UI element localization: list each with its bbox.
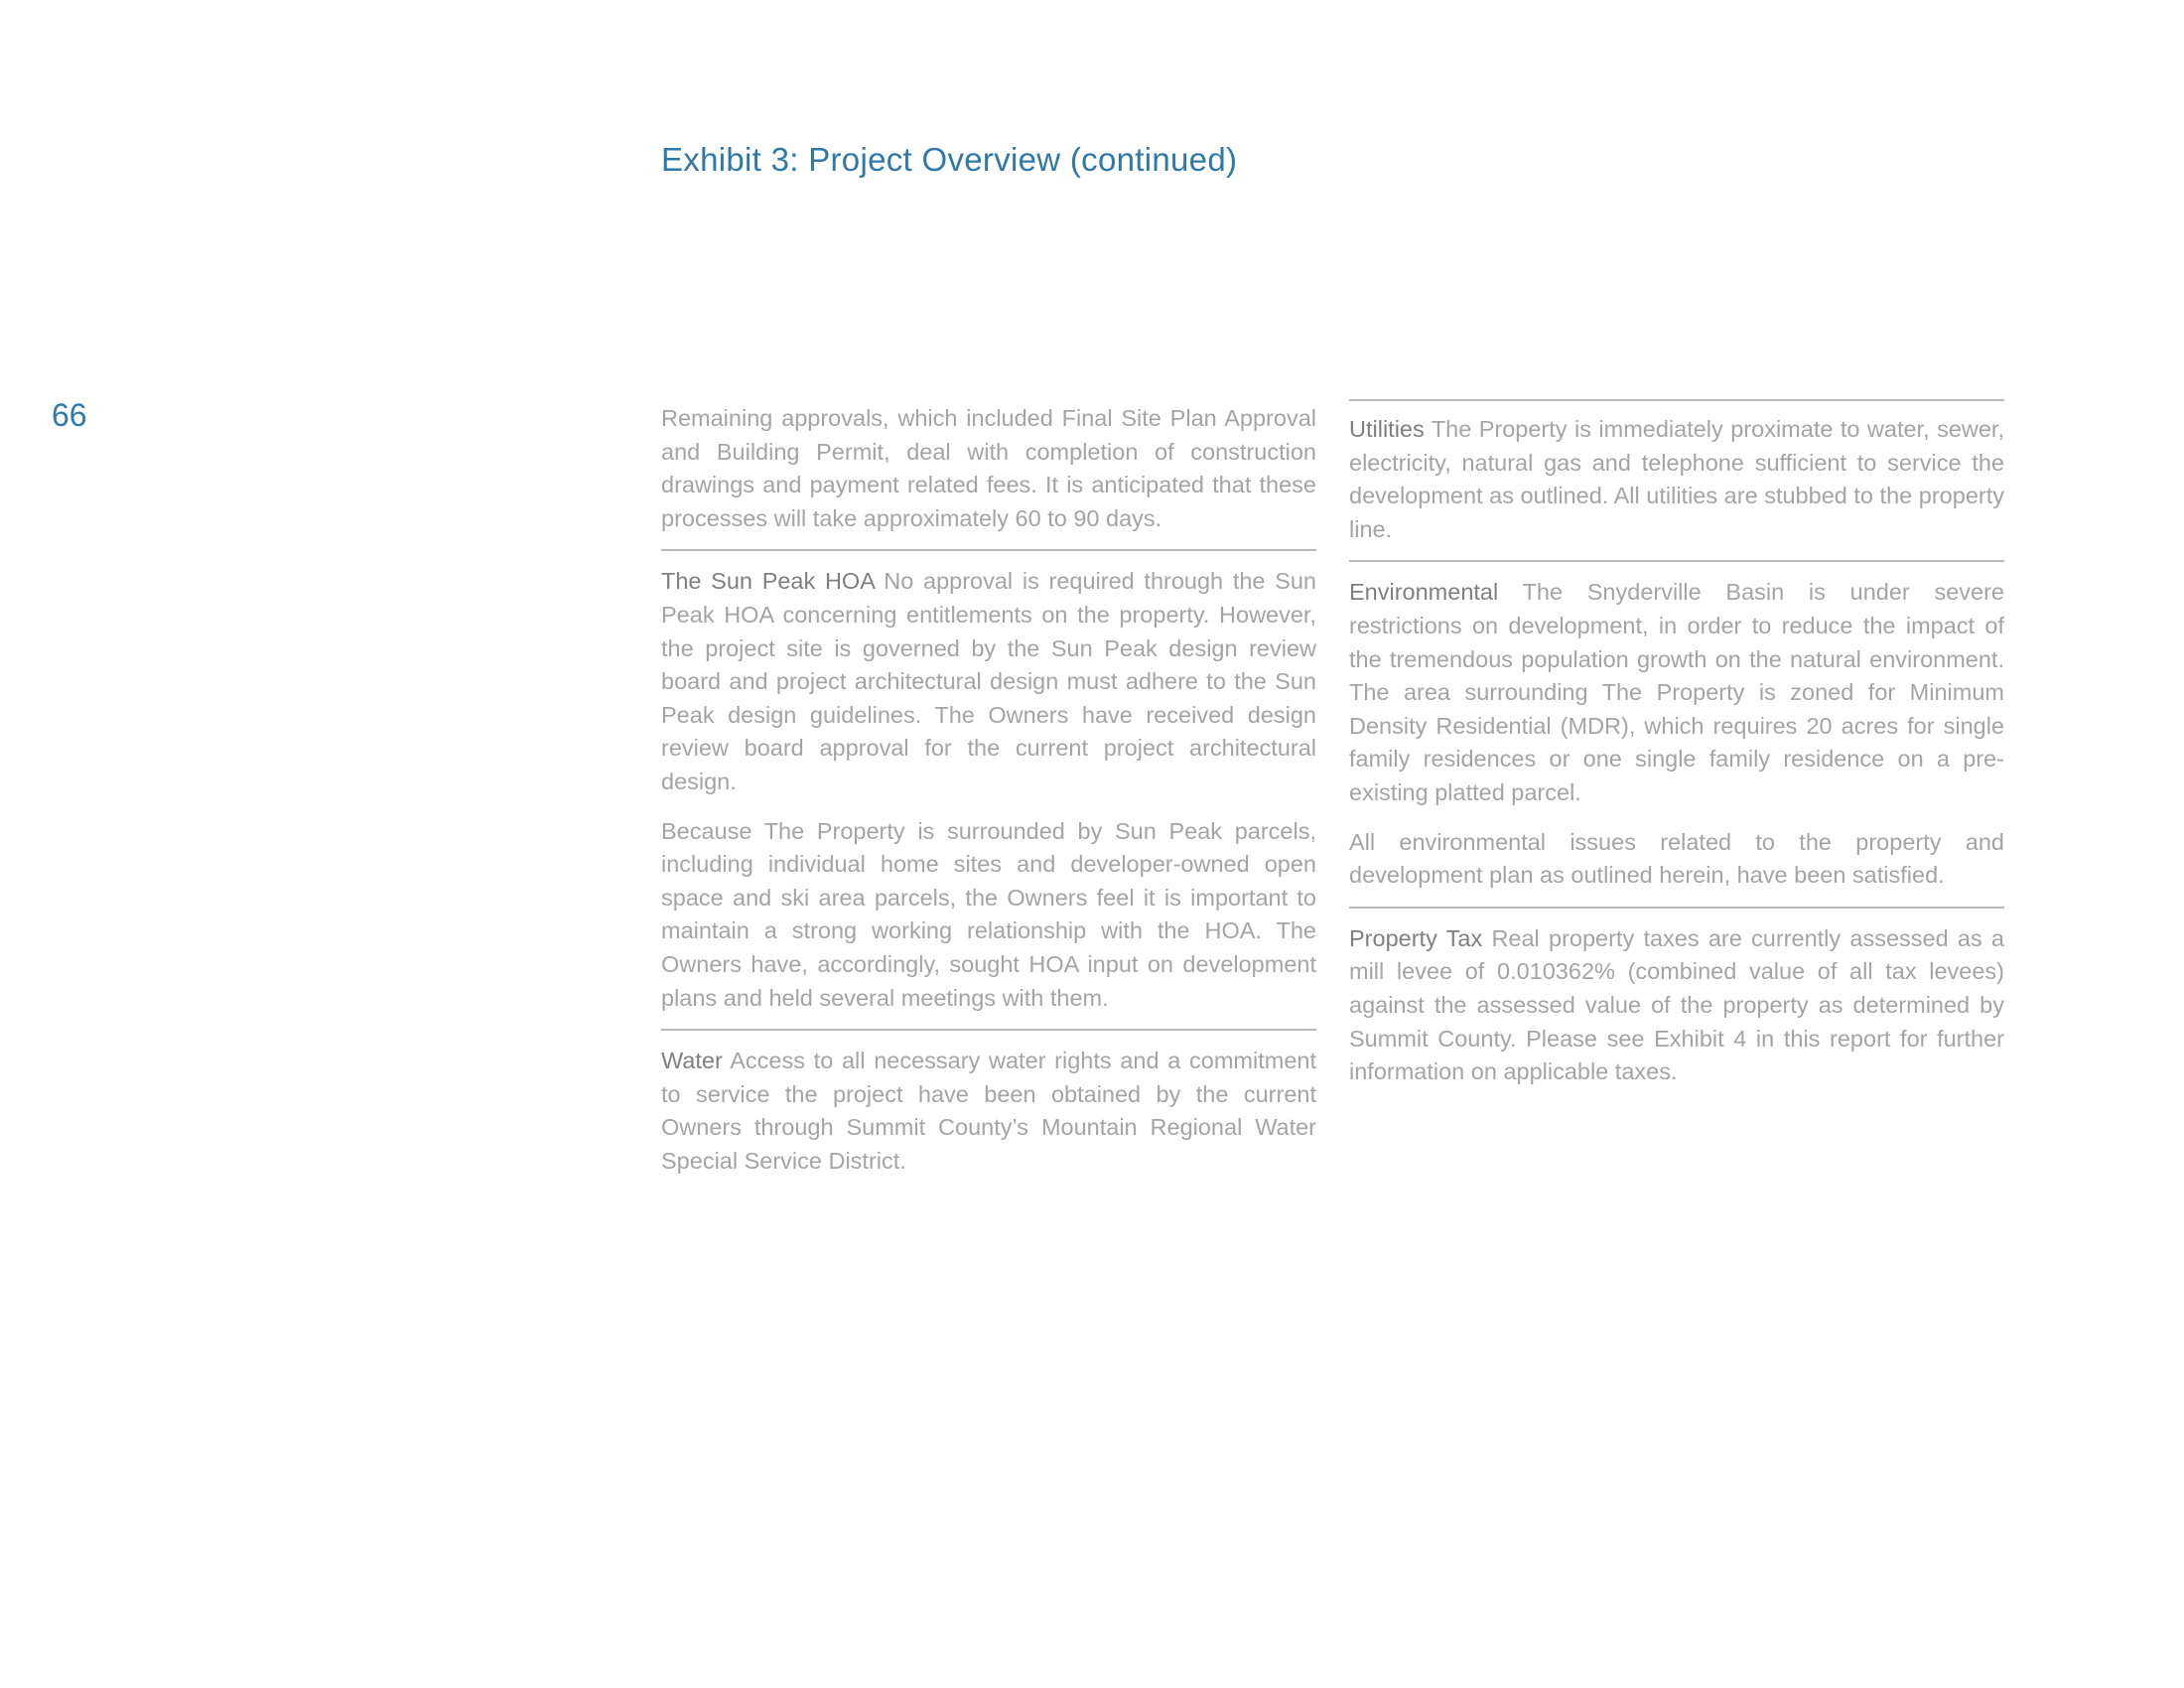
water-section — [661, 1029, 1316, 1178]
environmental-paragraph-2: All environmental issues related to the property and development plan as outlined herein, have been satisfied. — [1349, 828, 2004, 889]
environmental-body-1: The Snyderville Basin is under severe restrictions on development, in order to reduce the impact of the tremendous population growth on the natural environment. The area surrounding The Property is zoned for Minimum Density Residential (MDR), which requires 20 acres for single family residences or one single family residence on a pre-existing platted parcel. — [1349, 579, 2004, 805]
utilities-section — [1349, 399, 2004, 546]
property-tax-heading: Property Tax — [1349, 924, 1483, 951]
utilities-body: The Property is immediately proximate to water, sewer, electricity, natural gas and telephone sufficient to service the development as outlined. All utilities are stubbed to the property line. — [1349, 416, 2004, 542]
environmental-section — [1349, 560, 2004, 892]
property-tax-paragraph — [1349, 922, 2004, 1089]
environmental-heading: Environmental — [1349, 579, 1499, 606]
hoa-heading: The Sun Peak HOA — [661, 568, 875, 595]
property-tax-body: Real property taxes are currently assessed as a mill levee of 0.010362% (combined value of all tax levees) against the assessed value of the property as determined by Summit County. Please see Exhibit 4 in this report for further information on applicable taxes. — [1349, 924, 2005, 1085]
property-tax-section — [1349, 907, 2004, 1089]
water-body: Access to all necessary water rights and a commitment to service the project have been obtained by the current Owners through Summit County’s Mountain Regional Water Special Service District. — [661, 1048, 1317, 1174]
hoa-paragraph-2: Because The Property is surrounded by Sun Peak parcels, including individual home sites and developer-owned open space and ski area parcels, the Owners feel it is important to maintain a strong working relationship with the HOA. The Owners have, accordingly, sought HOA input on development plans and held several meetings with them. — [661, 817, 1316, 1011]
page-title: Exhibit 3: Project Overview (continued) — [661, 141, 1238, 178]
right-column — [1349, 399, 2004, 1089]
hoa-section — [661, 549, 1316, 1015]
water-paragraph — [661, 1045, 1316, 1178]
approvals-section — [661, 402, 1316, 535]
hoa-paragraph-1 — [661, 565, 1316, 798]
utilities-paragraph — [1349, 413, 2004, 546]
left-column — [661, 402, 1316, 1178]
approvals-paragraph: Remaining approvals, which included Final Site Plan Approval and Building Permit, deal with completion of construction drawings and payment related fees. It is anticipated that these processes will take approximately 60 to 90 days. — [661, 405, 1316, 531]
environmental-paragraph-1 — [1349, 576, 2004, 809]
page-number: 66 — [52, 397, 87, 433]
water-heading: Water — [661, 1048, 723, 1074]
utilities-heading: Utilities — [1349, 416, 1425, 442]
hoa-body-1: No approval is required through the Sun Peak HOA concerning entitlements on the property. However, the project site is governed by the Sun Peak design review board and project architectural design must adhere to the Sun Peak design guidelines. The Owners have received design review board approval for the current project architectural design. — [661, 568, 1316, 794]
